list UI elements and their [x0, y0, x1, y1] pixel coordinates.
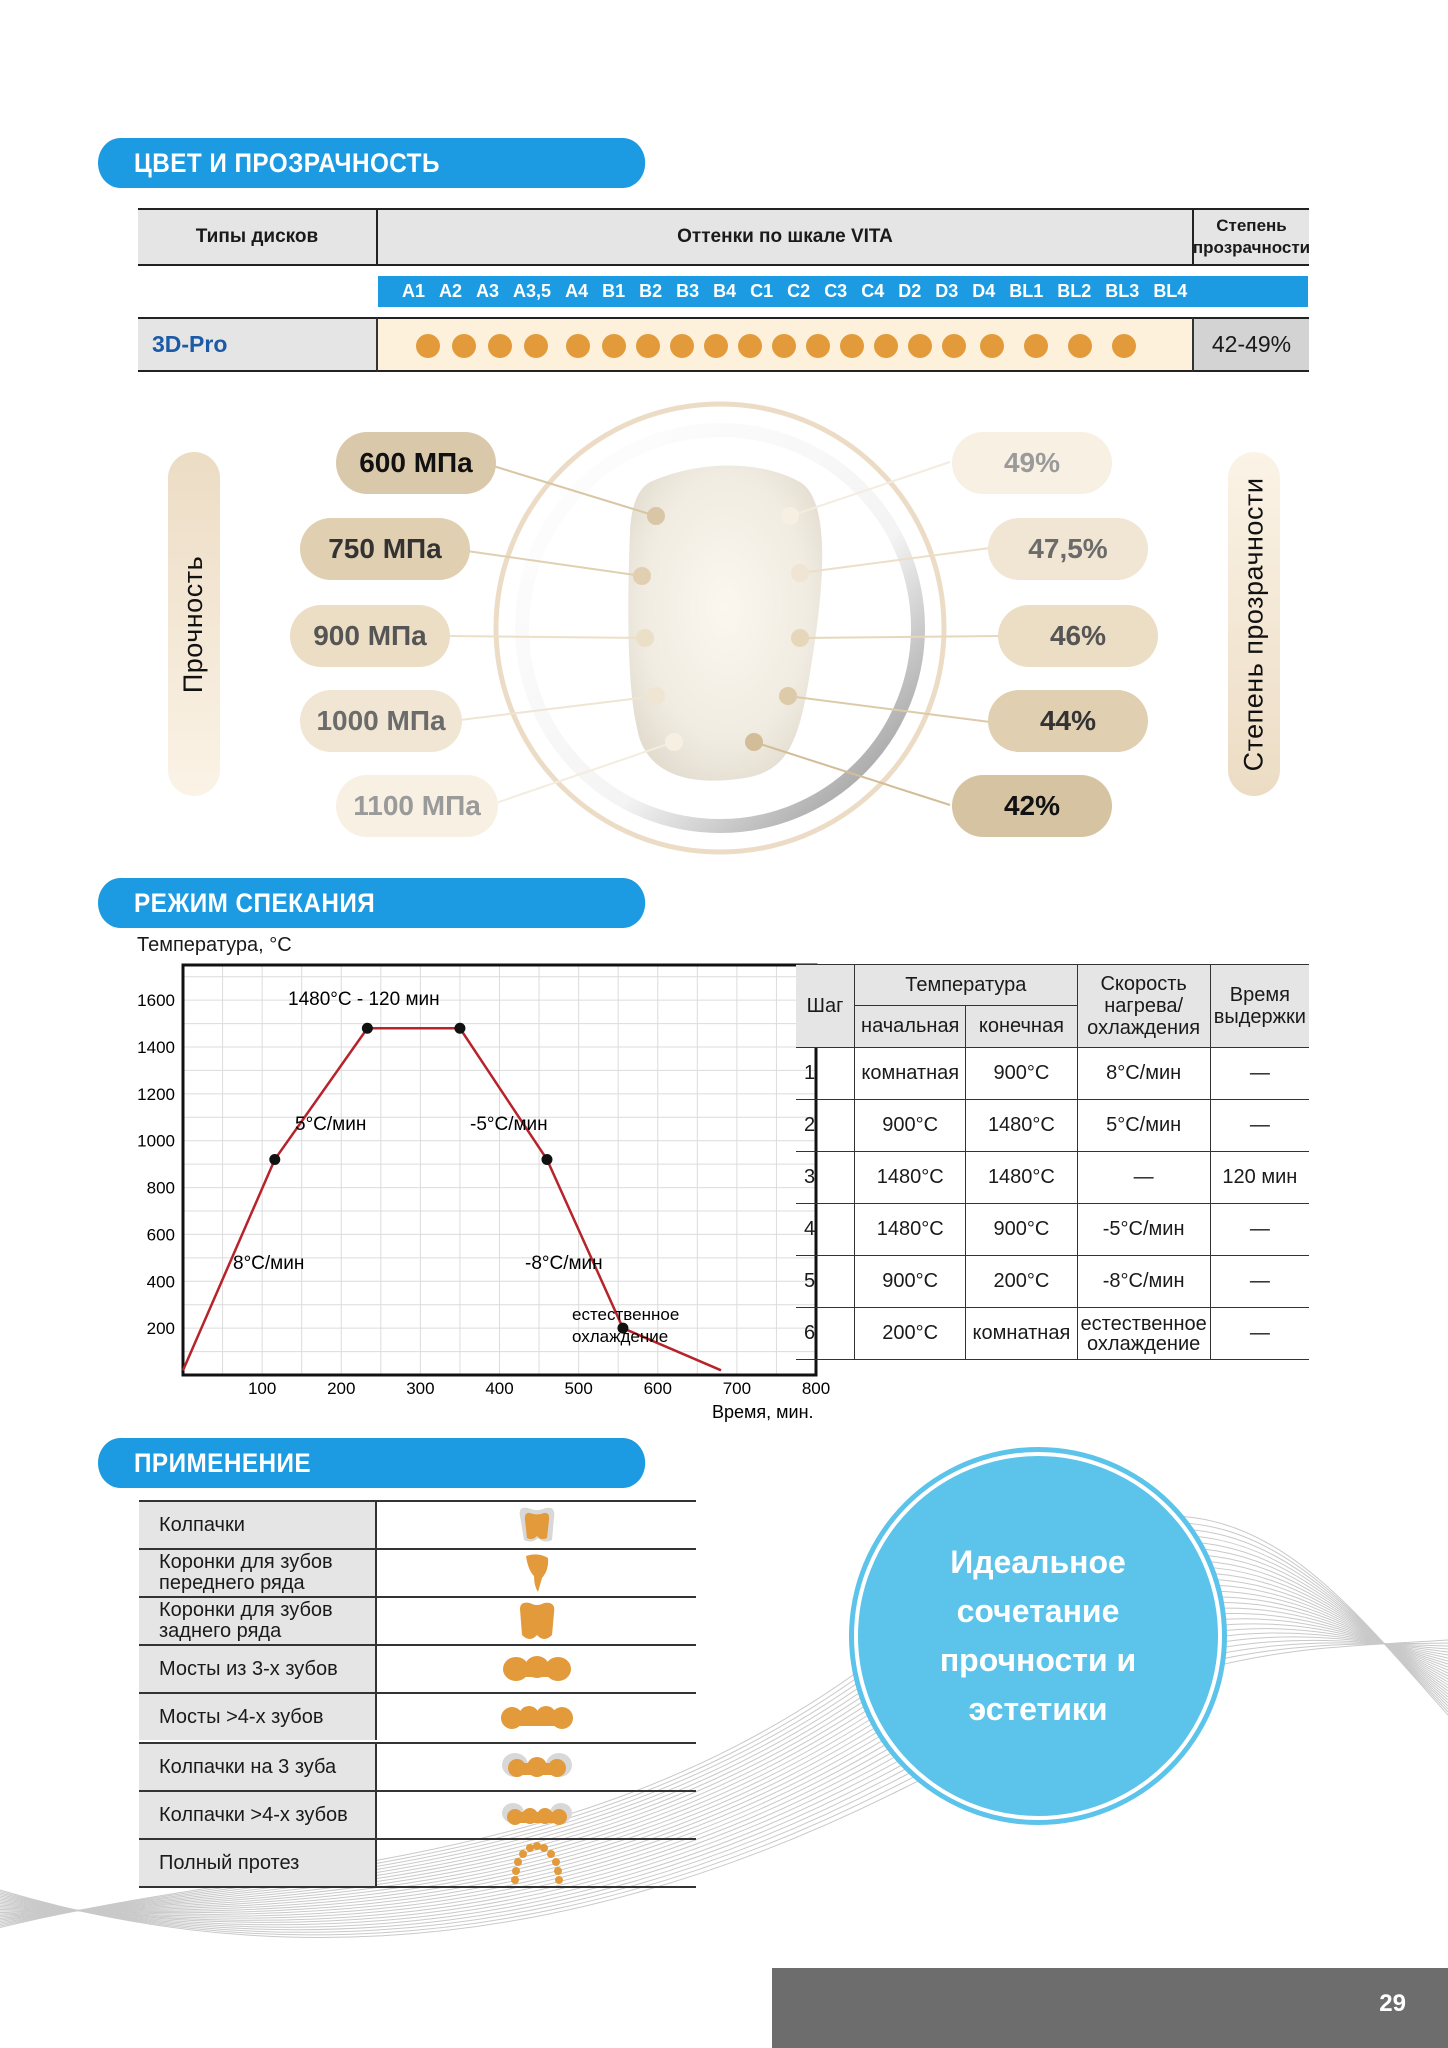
sinter-cell: -8°C/мин [1077, 1256, 1210, 1308]
sinter-cell: 1 [796, 1048, 855, 1100]
slogan-line-4: эстетики [968, 1691, 1108, 1727]
shade-label: A3 [476, 281, 500, 301]
strength-600: 600 МПа [336, 432, 496, 494]
application-label: Мосты из 3-х зубов [139, 1646, 377, 1692]
sinter-cell: 4 [796, 1204, 855, 1256]
sinter-cell: 5 [796, 1256, 855, 1308]
shade-label: BL1 [1009, 281, 1044, 301]
shade-label: B3 [676, 281, 700, 301]
footer-bar [772, 1968, 1448, 2048]
annot-natural-1: естественное [572, 1305, 680, 1324]
sinter-cell: 2 [796, 1100, 855, 1152]
disc-name-cell: 3D-Pro [138, 317, 378, 372]
y-tick-label: 200 [146, 1319, 175, 1339]
sinter-cell: — [1210, 1256, 1309, 1308]
y-tick-label: 1600 [137, 991, 175, 1011]
bridge-4-icon [377, 1694, 696, 1740]
application-row [139, 1644, 696, 1692]
shade-label: D4 [972, 281, 996, 301]
sintering-table [796, 964, 1309, 1360]
shade-label: B1 [602, 281, 626, 301]
sinter-cell: — [1210, 1048, 1309, 1100]
shade-dot [488, 334, 512, 358]
shade-label: C3 [824, 281, 848, 301]
annot-up2: 5°C/мин [295, 1114, 367, 1135]
shade-dot [942, 334, 966, 358]
application-row [139, 1790, 696, 1838]
page-number: 29 [1379, 1990, 1406, 2017]
chart-xlabel: Время, мин. [712, 1402, 814, 1422]
sinter-cell: 900°C [855, 1256, 966, 1308]
sinter-cell: 3 [796, 1152, 855, 1204]
application-row [139, 1742, 696, 1790]
sinter-row [796, 1256, 1309, 1308]
sinter-cell: 200°C [855, 1308, 966, 1360]
shade-label: C4 [861, 281, 885, 301]
shade-dot [1068, 334, 1092, 358]
translucency-46: 46% [998, 605, 1158, 667]
chart-ylabel: Температура, °C [137, 934, 292, 956]
shade-dot [566, 334, 590, 358]
application-label: Коронки для зубов переднего ряда [139, 1550, 377, 1596]
shade-label: D2 [898, 281, 922, 301]
strength-900: 900 МПа [290, 605, 450, 667]
sinter-cell: естественное охлаждение [1077, 1308, 1210, 1360]
shade-dot [1024, 334, 1048, 358]
y-tick-label: 800 [146, 1178, 175, 1198]
shade-dot [524, 334, 548, 358]
application-row [139, 1838, 696, 1886]
application-table-bottom [139, 1886, 696, 1888]
anterior-crown-icon [377, 1550, 696, 1596]
shade-label: A2 [439, 281, 463, 301]
annot-hold: 1480°C - 120 мин [288, 989, 440, 1010]
data-point [362, 1023, 373, 1034]
shade-dot [840, 334, 864, 358]
shade-label: B2 [639, 281, 663, 301]
strength-1100: 1100 МПа [336, 775, 498, 837]
slogan-line-2: сочетание [956, 1593, 1120, 1629]
shade-label: BL3 [1105, 281, 1140, 301]
application-label: Коронки для зубов заднего ряда [139, 1598, 377, 1644]
sinter-cell: 900°C [855, 1100, 966, 1152]
th-temp: Температура [855, 965, 1077, 1006]
shade-label: A1 [402, 281, 426, 301]
shade-dot [908, 334, 932, 358]
x-tick-label: 600 [643, 1379, 672, 1398]
sinter-cell: 1480°C [855, 1204, 966, 1256]
sinter-cell: комнатная [855, 1048, 966, 1100]
sinter-cell: 200°C [966, 1256, 1077, 1308]
full-denture-icon [377, 1840, 696, 1886]
shade-dot [874, 334, 898, 358]
sinter-cell: 1480°C [966, 1152, 1077, 1204]
slogan-line-3: прочности и [939, 1642, 1137, 1678]
bridge-3-icon [377, 1646, 696, 1692]
shade-dot [452, 334, 476, 358]
th-rate: Скорость нагрева/ охлаждения [1077, 965, 1210, 1048]
strength-1000: 1000 МПа [300, 690, 462, 752]
shade-label: A3,5 [513, 281, 552, 301]
strength-label: Прочность [168, 452, 220, 796]
x-tick-label: 300 [406, 1379, 435, 1398]
sinter-cell: -5°C/мин [1077, 1204, 1210, 1256]
header-shades: Оттенки по шкале VITA [378, 208, 1192, 266]
application-row [139, 1548, 696, 1596]
application-label: Колпачки [139, 1502, 377, 1548]
translucency-47-5: 47,5% [988, 518, 1148, 580]
shade-label: A4 [565, 281, 589, 301]
sinter-cell: — [1210, 1204, 1309, 1256]
application-row [139, 1596, 696, 1644]
sinter-cell: 1480°C [855, 1152, 966, 1204]
strength-750: 750 МПа [300, 518, 470, 580]
translucency-49: 49% [952, 432, 1112, 494]
th-start: начальная [855, 1006, 966, 1048]
header-disc-types: Типы дисков [138, 208, 378, 266]
section-header-color: ЦВЕТ И ПРОЗРАЧНОСТЬ [98, 138, 645, 188]
section-header-sintering: РЕЖИМ СПЕКАНИЯ [98, 878, 645, 928]
coping-4-icon [377, 1792, 696, 1838]
translucency-42: 42% [952, 775, 1112, 837]
header-translucency: Степень прозрачности [1192, 208, 1309, 266]
sinter-cell: 1480°C [966, 1100, 1077, 1152]
coping-3-icon [377, 1744, 696, 1790]
posterior-crown-icon [377, 1598, 696, 1644]
data-point [269, 1154, 280, 1165]
translucency-44: 44% [988, 690, 1148, 752]
shade-dot [602, 334, 626, 358]
x-tick-label: 200 [327, 1379, 356, 1398]
shade-dot [636, 334, 660, 358]
th-hold: Время выдержки [1210, 965, 1309, 1048]
x-tick-label: 700 [722, 1379, 752, 1398]
y-tick-label: 1000 [137, 1131, 175, 1151]
sinter-cell: — [1210, 1308, 1309, 1360]
sinter-cell: 900°C [966, 1048, 1077, 1100]
vita-shade-bar [378, 276, 1308, 307]
shade-label: D3 [935, 281, 959, 301]
section-header-application: ПРИМЕНЕНИЕ [98, 1438, 645, 1488]
translucency-label: Степень прозрачности [1228, 452, 1280, 796]
y-tick-label: 1200 [137, 1084, 175, 1104]
shade-label: BL4 [1153, 281, 1188, 301]
annot-down2: -8°C/мин [525, 1253, 603, 1274]
data-point [541, 1154, 552, 1165]
y-tick-label: 400 [146, 1272, 175, 1292]
x-tick-label: 400 [485, 1379, 514, 1398]
annot-up1: 8°C/мин [233, 1253, 305, 1274]
slogan-circle [854, 1452, 1222, 1820]
shade-dot [980, 334, 1004, 358]
x-tick-label: 800 [801, 1379, 831, 1398]
translucency-value-cell: 42-49% [1192, 317, 1309, 372]
th-end: конечная [966, 1006, 1077, 1048]
sinter-row [796, 1204, 1309, 1256]
sinter-cell: — [1210, 1100, 1309, 1152]
th-step: Шаг [796, 965, 855, 1048]
shade-dot [1112, 334, 1136, 358]
annot-natural-2: охлаждение [572, 1327, 669, 1346]
coping-icon [377, 1502, 696, 1548]
application-row [139, 1500, 696, 1548]
shade-dot [704, 334, 728, 358]
shade-dot [772, 334, 796, 358]
sinter-row [796, 1100, 1309, 1152]
application-label: Колпачки на 3 зуба [139, 1744, 377, 1790]
shade-dots-row [378, 317, 1192, 372]
shade-dot [738, 334, 762, 358]
y-tick-label: 1400 [137, 1038, 175, 1057]
sinter-row [796, 1308, 1309, 1360]
application-row [139, 1692, 696, 1740]
application-label: Колпачки >4-х зубов [139, 1792, 377, 1838]
shade-dot [806, 334, 830, 358]
sinter-row [796, 1152, 1309, 1204]
x-tick-label: 100 [247, 1379, 277, 1398]
y-tick-label: 600 [146, 1225, 175, 1245]
application-label: Полный протез [139, 1840, 377, 1886]
sinter-cell: комнатная [966, 1308, 1077, 1360]
shade-label: BL2 [1057, 281, 1092, 301]
application-label: Мосты >4-х зубов [139, 1694, 377, 1740]
slogan-line-1: Идеальное [950, 1544, 1126, 1580]
sinter-cell: 5°C/мин [1077, 1100, 1210, 1152]
shade-label: C1 [750, 281, 774, 301]
sinter-cell: 900°C [966, 1204, 1077, 1256]
shade-label: C2 [787, 281, 811, 301]
sinter-row [796, 1048, 1309, 1100]
shade-dot [416, 334, 440, 358]
sinter-cell: 120 мин [1210, 1152, 1309, 1204]
shade-label: B4 [713, 281, 737, 301]
shade-dot [670, 334, 694, 358]
sinter-cell: — [1077, 1152, 1210, 1204]
data-point [454, 1023, 465, 1034]
sinter-cell: 6 [796, 1308, 855, 1360]
annot-down1: -5°C/мин [470, 1114, 548, 1135]
sinter-cell: 8°C/мин [1077, 1048, 1210, 1100]
x-tick-label: 500 [564, 1379, 593, 1398]
